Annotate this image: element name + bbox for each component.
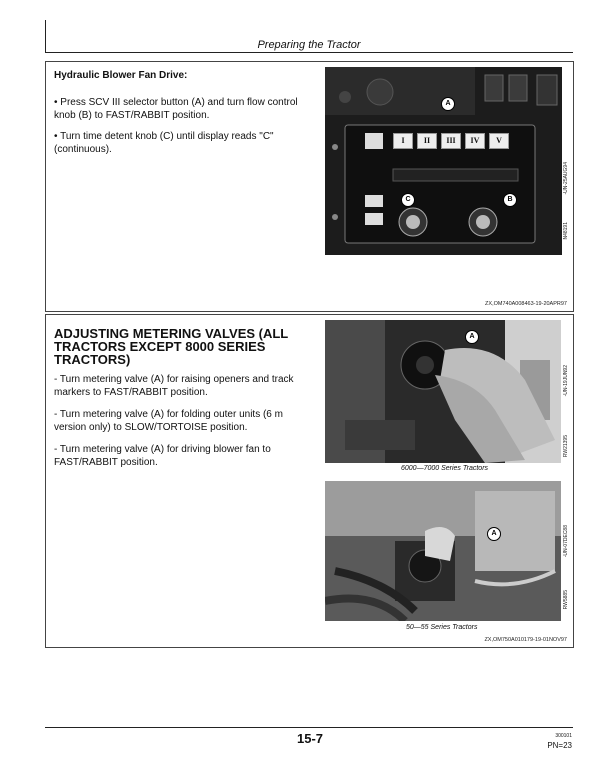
instruction-step-2: • Turn time detent knob (C) until display reads "C" (continuous). — [54, 131, 274, 155]
instruction-step-1: - Turn metering valve (A) for raising openers and track markers to FAST/RABBIT position. — [54, 374, 294, 398]
footer-rule — [45, 727, 573, 728]
callout-a: A — [441, 97, 455, 111]
photo1-side-label-top: -UN-19JUN92 — [563, 365, 569, 397]
photo1-caption: 6000—7000 Series Tractors — [401, 465, 489, 472]
instruction-step-2: - Turn metering valve (A) for folding outer units (6 m version only) to SLOW/TORTOISE position. — [54, 409, 283, 433]
section-heading: ADJUSTING METERING VALVES (ALL TRACTORS EXCEPT 8000 SERIES TRACTORS) — [54, 326, 289, 367]
footer-pn: PN=23 — [547, 741, 572, 750]
scv-button-5: V — [489, 133, 509, 149]
control-panel-photo — [325, 67, 562, 255]
header-rule — [45, 52, 573, 53]
section-metering-valves — [45, 314, 574, 648]
metering-valve-illustration-1 — [325, 320, 561, 463]
metering-valve-photo-50-55 — [325, 481, 561, 621]
photo2-side-label-top: -UN-07DEC88 — [563, 525, 569, 558]
scv-button-2: II — [417, 133, 437, 149]
photo1-side-label-bottom: RW21395 — [563, 435, 569, 458]
scv-button-row — [393, 133, 533, 149]
instruction-step-3: - Turn metering valve (A) for driving blower fan to FAST/RABBIT position. — [54, 444, 271, 468]
metering-valve-photo-6000-7000 — [325, 320, 561, 463]
photo2-side-label-bottom: RW5885 — [563, 590, 569, 610]
footer-date-code: 300101 — [555, 733, 572, 739]
photo-side-label-top: -UN-25AUG94 — [563, 162, 569, 195]
page-number: 15-7 — [296, 731, 324, 746]
photo-side-label-bottom: N48191 — [563, 222, 569, 240]
callout-b: B — [503, 193, 517, 207]
section-heading: Hydraulic Blower Fan Drive: — [54, 70, 188, 81]
scv-button-3: III — [441, 133, 461, 149]
reference-code: ZX,OM740A008463-19-20APR97 — [485, 301, 567, 307]
callout-a: A — [487, 527, 501, 541]
control-panel-illustration — [325, 67, 562, 255]
scv-button-4: IV — [465, 133, 485, 149]
callout-a: A — [465, 330, 479, 344]
callout-c: C — [401, 193, 415, 207]
metering-valve-illustration-2 — [325, 481, 561, 621]
instruction-step-1: • Press SCV III selector button (A) and turn flow control knob (B) to FAST/RABBIT position. — [54, 97, 298, 121]
scv-button-1: I — [393, 133, 413, 149]
page-header-title: Preparing the Tractor — [257, 39, 361, 51]
reference-code: ZX,OM750A010179-19-01NOV97 — [484, 637, 567, 643]
section-hydraulic-blower — [45, 61, 574, 312]
photo2-caption: 50—55 Series Tractors — [406, 624, 478, 631]
